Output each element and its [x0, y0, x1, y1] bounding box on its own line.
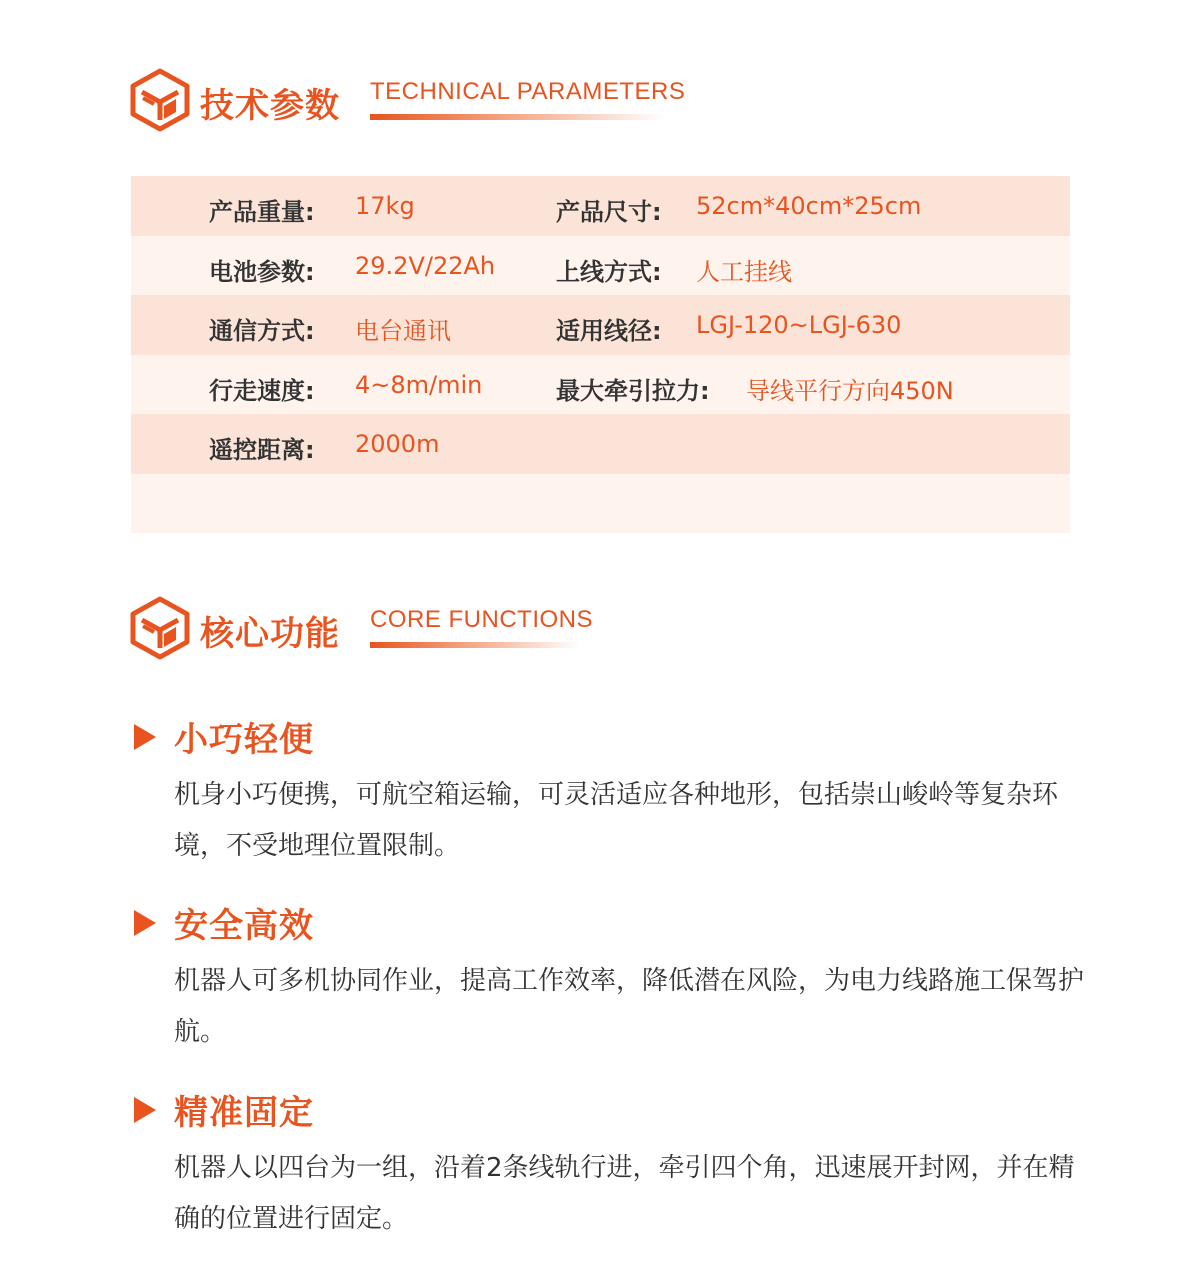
box-logo-icon — [130, 596, 190, 660]
title-underline — [370, 114, 665, 120]
title-underline — [370, 642, 580, 648]
param-value: 2000m — [355, 430, 440, 458]
feature-title: 安全高效 — [174, 906, 314, 946]
param-value: 导线平行方向450N — [746, 376, 954, 405]
table-row — [131, 355, 1070, 415]
box-logo-icon — [130, 68, 190, 132]
param-label: 遥控距离: — [209, 436, 315, 464]
param-label: 适用线径: — [556, 317, 662, 345]
section-title-cn: 技术参数 — [200, 86, 340, 126]
section-title-cn: 核心功能 — [200, 614, 340, 654]
feature-description: 机身小巧便携，可航空箱运输，可灵活适应各种地形，包括崇山峻岭等复杂环境，不受地理位置限制。 — [174, 780, 1059, 861]
table-row — [131, 176, 1070, 236]
param-value: 29.2V/22Ah — [355, 251, 496, 280]
technical-parameters-header — [130, 68, 750, 138]
param-value: 52cm*40cm*25cm — [696, 192, 922, 220]
param-label: 通信方式: — [209, 317, 315, 345]
section-title-en: TECHNICAL PARAMETERS — [370, 78, 686, 105]
section-title-en: CORE FUNCTIONS — [370, 606, 593, 633]
triangle-arrow-icon — [134, 724, 156, 750]
parameters-table — [131, 176, 1070, 533]
param-label: 最大牵引拉力: — [556, 376, 710, 405]
param-value: 人工挂线 — [696, 257, 792, 286]
triangle-arrow-icon — [134, 1097, 156, 1123]
param-label: 产品尺寸: — [556, 198, 662, 226]
feature-description: 机器人以四台为一组，沿着2条线轨行进，牵引四个角，迅速展开封网，并在精确的位置进行固定。 — [174, 1153, 1075, 1234]
param-label: 产品重量: — [209, 198, 315, 226]
table-row — [131, 295, 1070, 355]
param-label: 行走速度: — [209, 376, 315, 405]
param-value: LGJ-120~LGJ-630 — [696, 311, 902, 339]
param-value: 电台通讯 — [355, 317, 451, 345]
param-value: 4~8m/min — [355, 370, 483, 399]
core-functions-header — [130, 596, 750, 666]
param-value: 17kg — [355, 192, 415, 220]
feature-description: 机器人可多机协同作业，提高工作效率，降低潜在风险，为电力线路施工保驾护航。 — [174, 966, 1085, 1047]
feature-title: 精准固定 — [174, 1093, 314, 1133]
triangle-arrow-icon — [134, 910, 156, 936]
table-row-empty — [131, 474, 1070, 534]
param-label: 电池参数: — [209, 257, 315, 286]
param-label: 上线方式: — [556, 257, 662, 286]
table-row — [131, 236, 1070, 296]
table-row — [131, 414, 1070, 474]
feature-title: 小巧轻便 — [174, 720, 314, 760]
